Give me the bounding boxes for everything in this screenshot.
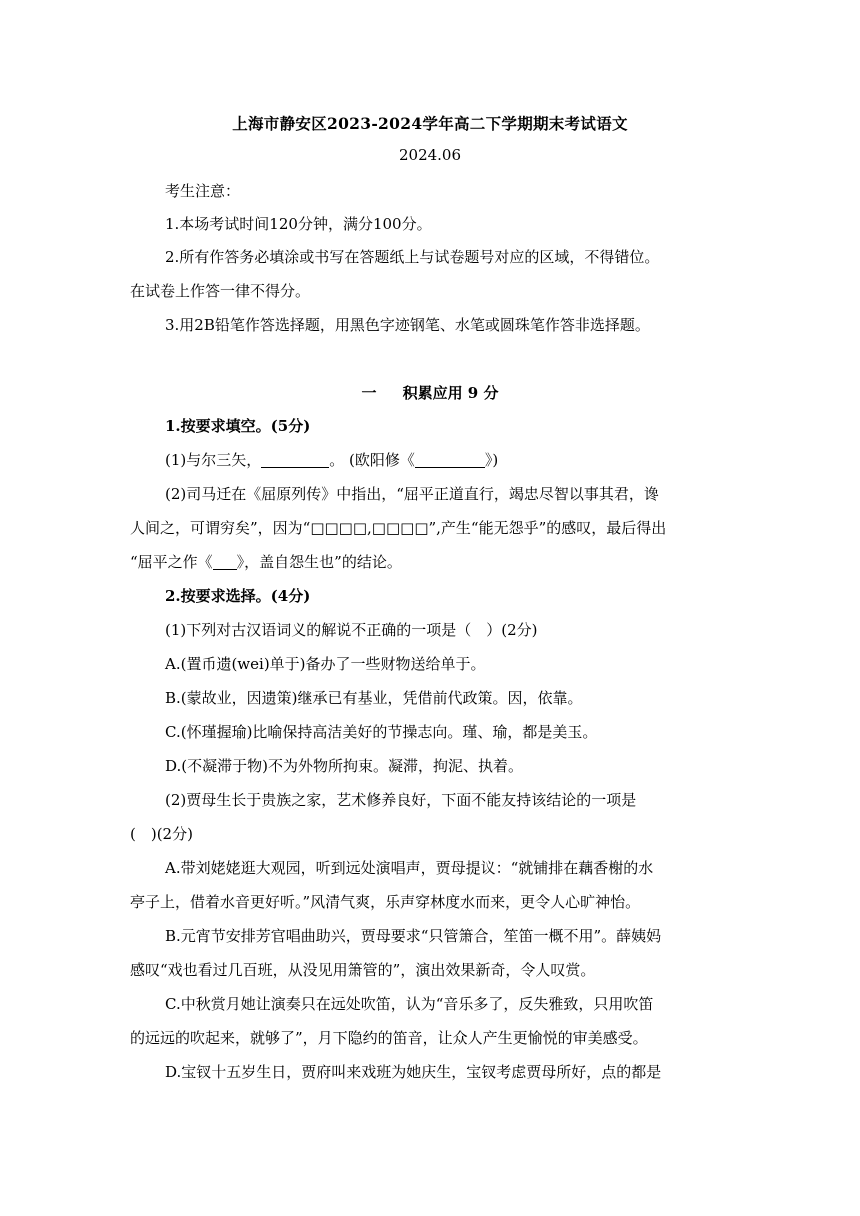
q1-heading: 1.按要求填空。(5分) — [165, 417, 311, 435]
exam-title: 上海市静安区2023-2024学年高二下学期期末考试语文 — [232, 114, 628, 133]
q2-sub2-stem: (2)贾母生长于贵族之家，艺术修养良好，下面不能友持该结论的一项是 — [165, 791, 637, 809]
q2-sub1-option-c: C.(怀瑾握瑜)比喻保持高洁美好的节操志向。瑾、瑜，都是美玉。 — [165, 723, 598, 741]
answer-blank[interactable] — [213, 553, 237, 570]
notice-item-3: 3.用2B铅笔作答选择题，用黑色字迹钢笔、水笔或圆珠笔作答非选择题。 — [165, 316, 650, 334]
q2-sub2-stem-cont: ( )(2分) — [130, 825, 193, 843]
q1-part1-text-a: (1)与尔三矢， — [165, 451, 262, 469]
q2-heading: 2.按要求选择。(4分) — [165, 587, 311, 605]
exam-date: 2024.06 — [398, 146, 462, 164]
notice-heading: 考生注意： — [165, 182, 241, 200]
q2-sub2-option-c-cont: 的远远的吹起来，就够了”，月下隐约的笛音，让众人产生更愉悦的审美感受。 — [130, 1029, 648, 1047]
q2-sub2-option-a: A.带刘姥姥逛大观园，听到远处演唱声，贾母提议：“就铺排在藕香榭的水 — [165, 859, 654, 877]
q1-part2-text-a: “屈平之作《 — [130, 553, 213, 571]
q1-part1-text-c: 》) — [484, 451, 499, 469]
section-heading — [0, 382, 860, 403]
answer-blank[interactable] — [261, 451, 329, 468]
q2-sub1-option-a: A.(置币遗(wei)单于)备办了一些财物送给单于。 — [165, 655, 486, 673]
answer-blank[interactable] — [415, 451, 485, 468]
q2-sub2-option-d: D.宝钗十五岁生日，贾府叫来戏班为她庆生，宝钗考虑贾母所好，点的都是 — [165, 1063, 662, 1081]
q2-sub2-option-b-cont: 感叹“戏也看过几百班，从没见用箫管的”，演出效果新奇，令人叹赏。 — [130, 961, 596, 979]
notice-item-1: 1.本场考试时间120分钟，满分100分。 — [165, 215, 432, 233]
q2-sub2-option-a-cont: 亭子上，借着水音更好听。”风清气爽，乐声穿林度水而来，更令人心旷神怡。 — [130, 893, 641, 911]
q2-sub1-option-d: D.(不凝滞于物)不为外物所拘束。凝滞，拘泥、执着。 — [165, 757, 523, 775]
notice-item-2: 2.所有作答务必填涂或书写在答题纸上与试卷题号对应的区域，不得错位。 — [165, 248, 660, 266]
q1-part2-text-b: 》，盖自怨生也”的结论。 — [236, 553, 402, 571]
q1-part2-line1: (2)司马迁在《屈原列传》中指出，“屈平正道直行，竭忠尽智以事其君，谗 — [165, 485, 659, 503]
q2-sub2-option-c: C.中秋赏月她让演奏只在远处吹笛，认为“音乐多了，反失雅致，只用吹笛 — [165, 995, 654, 1013]
q1-part2-line3 — [130, 551, 402, 573]
section-number: 一 — [361, 384, 377, 402]
q2-sub2-option-b: B.元宵节安排芳官唱曲助兴，贾母要求“只管箫合，笙笛一概不用”。薛姨妈 — [165, 927, 662, 945]
q2-sub1-stem: (1)下列对古汉语词义的解说不正确的一项是（ ）(2分) — [165, 621, 538, 639]
q1-part1-text-b: 。 (欧阳修《 — [329, 451, 415, 469]
q1-part1 — [165, 449, 498, 471]
section-title: 积累应用 9 分 — [402, 384, 499, 402]
q1-part2-line2: 人间之，可谓穷矣”，因为“□□□□,□□□□”,产生“能无怨乎”的感叹，最后得出 — [130, 519, 667, 537]
notice-item-2-cont: 在试卷上作答一律不得分。 — [130, 282, 311, 300]
q2-sub1-option-b: B.(蒙故业，因遗策)继承已有基业，凭借前代政策。因，依靠。 — [165, 689, 583, 707]
